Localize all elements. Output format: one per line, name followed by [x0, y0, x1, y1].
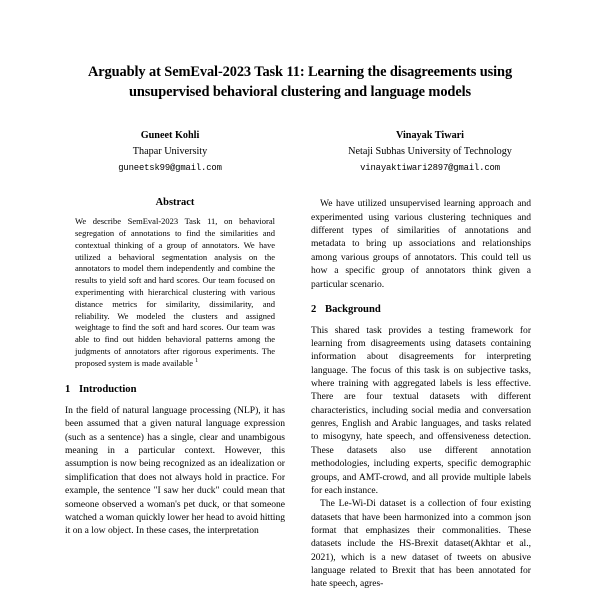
author-affiliation: Thapar University	[132, 145, 208, 157]
page-title: Arguably at SemEval-2023 Task 11: Learning the disagreements using unsupervised behavioral clustering and language models	[87, 64, 513, 101]
author-email[interactable]: guneetsk99@gmail.com	[118, 163, 222, 174]
section-heading-introduction	[65, 384, 285, 397]
paragraph: The Le-Wi-Di dataset is a collection of four existing datasets that have been harmonized into a common json format that emphasizes their commonalities. These datasets include the HS-Brexit dataset(Akhtar et al., 2021), which is a new dataset of tweets on abusive language related to Brexit that has been annotated for hate speech, agres-	[311, 498, 531, 590]
paragraph: This shared task provides a testing framework for learning from disagreements using datasets containing information about disagreements for interpreting language. The focus of this task is on subjective tasks, where training with aggregated labels is less effective. There are four textual datasets with different characteristics, including social media and conversation genres, English and Arabic languages, and tasks related to misogyny, hate speech, and offensiveness detection. These datasets also use different annotation methodologies, including experts, specific demographic groups, and AMT-crowd, and all provide multiple labels for each instance.	[311, 324, 531, 496]
section-number: 1	[65, 384, 71, 396]
paragraph: We have utilized unsupervised learning approach and experimented using various clustering techniques and different types of similarities of annotations and metadata to bring up associations and relationships among various groups of annotators. This could tell us how a specific group of annotators think given a particular scenario.	[311, 198, 531, 290]
paragraph: In the field of natural language processing (NLP), it has been assumed that a given natural language expression (such as a sentence) has a single, clear and unambigous meaning in a particular context. However, this assumption is now being recognized as an idealization or simplification that does not always hold in practice. For example, the sentence "I saw her duck" could mean that someone observed a woman's pet duck, or that someone watched a woman quickly lower her head to avoid hitting it on a low object. In these cases, the interpretation	[65, 405, 285, 537]
body-columns	[0, 197, 600, 590]
abstract-body	[65, 216, 285, 369]
authors-row	[0, 129, 600, 175]
author-affiliation: Netaji Subhas University of Technology	[348, 145, 512, 157]
author-email[interactable]: vinayaktiwari2897@gmail.com	[360, 163, 500, 174]
left-column	[65, 197, 285, 590]
author-name: Guneet Kohli	[140, 129, 200, 141]
author-entry	[300, 129, 560, 175]
section-title: Introduction	[79, 384, 137, 396]
section-number: 2	[311, 303, 317, 315]
abstract-heading: Abstract	[155, 197, 195, 209]
section-heading-background	[311, 304, 531, 317]
abstract-text	[75, 216, 275, 369]
right-column	[311, 197, 531, 590]
footnote-marker[interactable]: 1	[195, 356, 199, 364]
abstract-paragraph: We describe SemEval-2023 Task 11, on behavioral segregation of annotations to find the similarities and contextual thinking of a group of annotators. We have utilized a behavioral segmentation analysis on the annotators to model them independently and combine the results to yield soft and hard scores. Our team focused on experimenting with hierarchical clustering with various distance metrics for similarity, dissimilarity, and reliability. We modeled the clusters and assigned weightage to find the soft and hard scores. Our team was able to find out hidden behavioral patterns among the judgments of annotators after rigorous experiments. The proposed system is made available	[75, 216, 275, 368]
author-name: Vinayak Tiwari	[395, 129, 465, 141]
author-entry	[40, 129, 300, 175]
section-title: Background	[325, 303, 381, 315]
title-block	[0, 0, 600, 103]
